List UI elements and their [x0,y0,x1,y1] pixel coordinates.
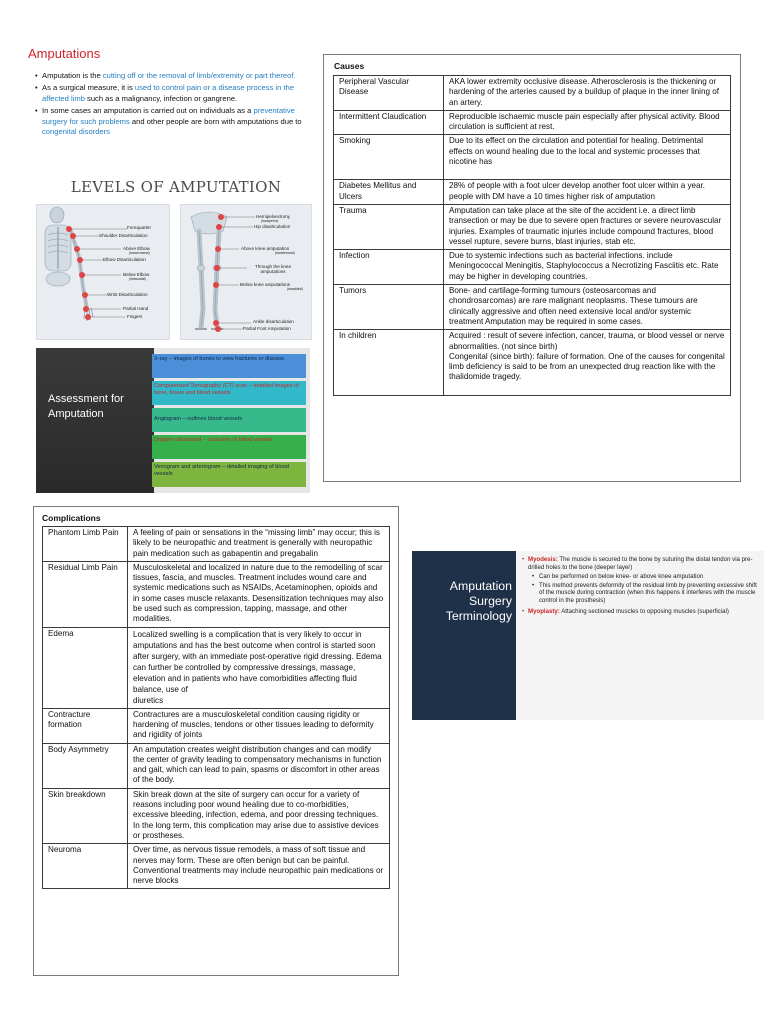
complication-desc: Contractures are a musculoskeletal condition causing rigidity or hardening of muscles, tendons or other tissues leading to deformity and rigidity of joints [128,708,390,743]
terminology-title-panel [412,551,516,720]
table-row [334,76,731,111]
bullet-text: As a surgical measure, it is [42,83,135,93]
assessment-item: Computerised Tomography (CT) scan – detailed images of bone, tissue and blood vessels [152,381,306,405]
level-label: Elbow Disarticulation [103,257,146,262]
complication-desc: Musculoskeletal and localized in nature due to the remodelling of scar tissues, fascia, and muscles. Treatment includes wound care and systemic medications such as NSAIDs, Acetaminophen, opioids and in some cases muscle relaxants. Desensitization techniques may also be used such as compression, tapping, massage, and other modalities. [128,561,390,627]
complication-desc-cell [128,627,390,708]
table-row [334,285,731,330]
level-label: Ankle disarticulation [253,319,294,324]
cause-desc: Congenital (since birth): failure of formation. One of the causes for congenital limb deficiency is said to be from an unexpected drug reaction like with the thalidomide tragedy. [449,351,725,382]
level-label: Hemipelvectomy [256,214,290,219]
cause-name: Tumors [334,285,444,330]
level-label: Fingers [127,314,143,319]
bullet-highlight: used to control pain or a disease process in the affected limb [42,83,295,103]
cause-desc: Due to its effect on the circulation and potential for healing. Detrimental effects on wound healing due to the local and systemic processes that nicotine has [444,135,731,180]
complications-panel [33,506,399,976]
level-label: Partial Hand [123,306,149,311]
cause-desc: Amputation can take place at the site of the accident i.e. a direct limb transection or may be due to severe open fractures or severe neurovascular injuries. Examples of traumatic injuries include compound fractures, blood vessel rupture, severe burns, blast injuries, stab etc. [444,204,731,249]
assessment-title-panel [36,348,154,493]
terminology-subbullet: • Can be performed on below knee- or above knee amputation [522,573,760,581]
amputations-bullet [36,83,318,104]
cause-name: Infection [334,250,444,285]
level-sublabel: (transhumeral) [129,251,150,255]
level-label: Wrist Disarticulation [107,292,148,297]
complication-name: Phantom Limb Pain [43,527,128,562]
cause-desc: Reproducible ischaemic muscle pain especially after physical activity. Blood circulation is sufficient at rest. [444,110,731,135]
level-label: Above knee amputation [241,246,290,251]
bullet-text: and other people are born with amputations due to [129,116,302,126]
assessment-item: Angiogram – outlines blood vessels [152,408,306,432]
complications-table [42,526,390,889]
level-label: Hip disarticulation [254,224,291,229]
complication-name: Skin breakdown [43,788,128,843]
level-label: Through the knee amputations [254,264,291,274]
cause-name: Peripheral Vascular Disease [334,76,444,111]
bullet-highlight: congenital disorders [42,127,110,137]
complication-desc: Over time, as nervous tissue remodels, a mass of soft tissue and nerves may form. These are often benign but can be painful. Conventional treatments may include neuropathic pain medications or nerve blocks [128,844,390,889]
upper-limb-levels-image [36,204,170,340]
level-label: Below Elbow [123,272,150,277]
level-sublabel: (transradial) [129,277,147,281]
cause-name: Intermittent Claudication [334,110,444,135]
table-row [43,527,390,562]
assessment-item: Doppler ultrasound – occlusion of blood vessels [152,435,306,459]
term-label: Myodesis: [528,556,558,563]
table-row [43,743,390,788]
table-row [334,135,731,180]
amputations-title: Amputations [28,46,101,61]
table-row [43,788,390,843]
level-label: Partial Foot Amputation [243,326,291,331]
complication-desc: Localized swelling is a complication that is very likely to occur in amputations and has the best outcome when control is started soon after surgery, with an immediate post-operative rigid dressing. Edema can further be controlled by compressive dressings, massage, elevation and in patients who have comorbidities affecting fluid balance, use of [133,629,382,694]
complication-desc: A feeling of pain or sensations in the “missing limb” may occur; this is likely to be neuropathic and treatment is generally with neuropathic pain medication such as gabapentin and pregabalin [128,527,390,562]
table-row [334,250,731,285]
complication-name: Edema [43,627,128,708]
cause-desc: 28% of people with a foot ulcer develop another foot ulcer within a year. people with DM have a 10 times higher risk of amputation [444,180,731,205]
cause-desc: Due to systemic infections such as bacterial infections. include Meningococcal Meningitis, Staphylococcus a Necrotizing Fasciitis etc. Rate may be higher in developing countries. [444,250,731,285]
table-row [43,708,390,743]
amputations-bullet [36,106,318,137]
causes-title: Causes [334,61,365,71]
complication-name: Residual Limb Pain [43,561,128,627]
term-text: Attaching sectioned muscles to opposing muscles (superficial) [559,607,729,615]
complication-name: Body Asymmetry [43,743,128,788]
level-sublabel: (transfemoral) [275,251,295,255]
causes-panel [323,54,741,482]
terminology-bullet [522,556,760,571]
cause-desc: AKA lower extremity occlusive disease. Atherosclerosis is the thickening or hardening of the arteries caused by a buildup of plaque in the inner lining of an artery. [444,76,731,111]
complication-desc: diuretics [133,695,164,705]
assessment-slide [36,348,310,493]
bullet-text: such as a malignancy, infection or gangrene. [84,93,238,103]
complication-desc: An amputation creates weight distribution changes and can modify the center of gravity leading to compensatory mechanisms in function and gait, which can lead to pain, spasms or discomfort in other areas of the body. [128,743,390,788]
cause-name: Trauma [334,204,444,249]
cause-name: Diabetes Mellitus and Ulcers [334,180,444,205]
table-row [43,844,390,889]
bullet-text: Amputation is the [42,71,103,80]
level-label: Below knee amputations [240,282,291,287]
term-label: Myoplasty: [528,607,560,615]
level-label: Above Elbow [123,246,150,251]
table-row [334,330,731,395]
cause-desc: Acquired : result of severe infection, cancer, trauma, or blood vessel or nerve abnormalities. (not since birth) [449,331,725,351]
table-row [334,204,731,249]
terminology-title: Amputation Surgery Terminology [445,579,512,623]
table-row [43,627,390,708]
cause-name: In children [334,330,444,395]
bullet-text: In some cases an amputation is carried out on individuals as a [42,106,254,116]
assessment-title: Assessment for Amputation [48,393,124,420]
table-row [334,180,731,205]
terminology-slide [412,551,764,720]
bullet-highlight: cutting off or the removal of limb/extremity or part thereof. [102,71,296,80]
terminology-subbullet: • This method prevents deformity of the residual limb by preventing excessive shift of the muscle during contraction (when this happens it interferes with the muscle control in the prosthesis) [522,582,760,605]
terminology-content [522,556,760,617]
terminology-bullet [522,608,760,616]
assessment-item: Venogram and arteriogram – detailed imaging of blood vessels [152,462,306,487]
amputations-bullets [28,71,318,137]
term-text: The muscle is secured to the bone by suturing the distal tendon via pre-drilled holes to the bone (deeper layer) [528,556,753,571]
table-row [43,561,390,627]
level-label: Shoulder Disarticulation [99,233,148,238]
causes-table [333,75,731,396]
level-label: Forequarter [127,225,152,230]
cause-desc-cell [444,330,731,395]
level-sublabel: (transtibial) [287,287,303,291]
complication-desc: Skin break down at the site of surgery can occur for a variety of reasons including poor wound healing due to co-morbidities, excessive bleeding, infection, edema, and poor dressing techniques. In the long term, this complication may arise due to assistive devices or prostheses. [128,788,390,843]
lower-limb-levels-image [180,204,312,340]
amputations-bullet [36,71,318,81]
levels-title: LEVELS OF AMPUTATION [70,178,282,196]
cause-name: Smoking [334,135,444,180]
amputations-slide [28,46,318,166]
bullet-highlight: preventative surgery for such problems [42,106,295,126]
complications-title: Complications [42,513,101,523]
cause-desc: Bone- and cartilage-forming tumours (osteosarcomas and chondrosarcomas) are rare malignant neoplasms. These tumours are clinically aggressive and often need extensive local and/or systemic treatment Amputation may be required in some cases. [444,285,731,330]
level-sublabel: (transpelvic) [261,219,279,223]
assessment-item: X-ray – images of bones to view fractures or disease [152,354,306,378]
table-row [334,110,731,135]
complication-name: Neuroma [43,844,128,889]
complication-name: Contracture formation [43,708,128,743]
